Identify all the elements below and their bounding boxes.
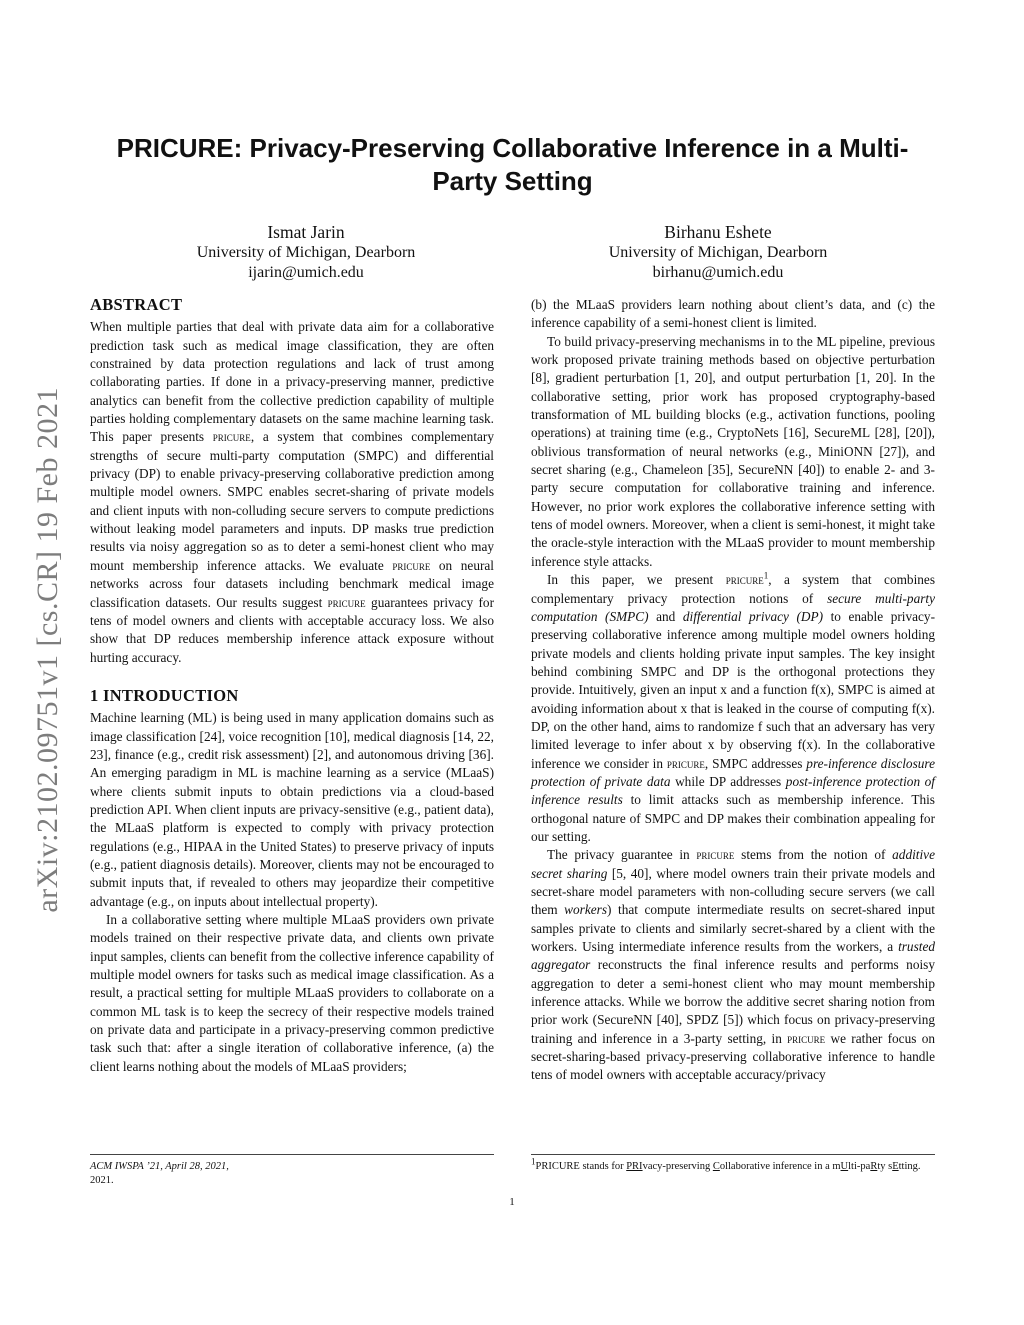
- venue-year: 2021.: [90, 1175, 114, 1186]
- system-name: pricure: [327, 594, 366, 610]
- arxiv-sidebar: [26, 350, 70, 950]
- author-email: ijarin@umich.edu: [248, 264, 364, 281]
- system-name: pricure: [666, 755, 705, 771]
- intro-paragraph-continued: (b) the MLaaS providers learn nothing about client’s data, and (c) the inference capability of a semi-honest client is limited.: [531, 297, 935, 331]
- abstract-body: When multiple parties that deal with private data aim for a collaborative prediction task such as medical image classification, they are often constrained by data protection regulations and lack of trust among collaborating parties. If done in a privacy-preserving manner, predictive analytics can benefit from the collective prediction capability of multiple parties holding complementary datasets on the same machine learning task. This paper presents pricure, a system that combines complementary strengths of secure multi-party computation (SMPC) and differential privacy (DP) to enable privacy-preserving collaborative prediction among multiple model owners. SMPC enables secret-sharing of private models and client inputs with non-colluding secure servers to compute predictions without leaking model parameters and inputs. DP masks true prediction results via noisy aggregation so as to deter a semi-honest client who may mount membership inference attacks. We evaluate pricure on neural networks across four datasets including benchmark medical image classification datasets. Our results suggest pricure guarantees privacy for tens of model owners and clients with acceptable accuracy loss. We also show that DP reduces membership inference attack exposure without hurting accuracy.: [90, 319, 495, 665]
- system-name: pricure: [725, 572, 764, 588]
- intro-paragraph-2: In a collaborative setting where multiple MLaaS providers own private models trained on their respective private data, and clients own private input samples, clients can benefit from the collective inference capability of multiple model owners for tasks such as medical image classification. As a result, a practical setting for multiple MLaaS providers to collaborate on a common ML task is to keep the secrecy of their respective models trained on private data and participate in a privacy-preserving common predictive task such that: after a single iteration of collaborative inference, (a) the client learns nothing about the models of MLaaS providers;: [90, 912, 494, 1074]
- author-email: birhanu@umich.edu: [652, 264, 784, 281]
- intro-paragraph-3: To build privacy-preserving mechanisms in to the ML pipeline, previous work proposed private training methods based on objective perturbation [8], gradient perturbation [1, 20], and output perturbation [1, 20]. In the collaborative setting, prior work has proposed cryptography-based transformation of ML building blocks (e.g., activation functions, pooling operations) at training time (e.g., CryptoNets [16], SecureML [28], [20]), oblivious transformation of neural networks (e.g., MiniONN [27]), and secret sharing (e.g., Chameleon [35], SecureNN [40]) to enable 2- and 3-party secure computation for collaborative training and inference. However, no prior work explores the collaborative inference setting with tens of model owners. Moreover, when a client is semi-honest, it might take the oracle-style interaction with the MLaaS provider to mount membership inference style attacks.: [531, 333, 935, 569]
- system-name: pricure: [212, 429, 251, 445]
- intro-paragraph-5: The privacy guarantee in pricure stems from the notion of additive secret sharing [5, 40], where model owners train their private models and secret-share model parameters with non-colluding secure servers (we call them workers) that compute intermediate results on secret-shared input samples private to clients and similarly secret-shared by a client with the workers. Using intermediate inference results from the workers, a trusted aggregator reconstructs the final inference results and performs noisy aggregation to deter a semi-honest client who may mount membership inference attacks. While we borrow the additive secret sharing notion from prior work (SecureNN [40], SPDZ [5]) which focus on privacy-preserving training and inference in a 3-party setting, in pricure we rather focus on secret-sharing-based privacy-preserving collaborative inference to handle tens of model owners with acceptable accuracy/privacy: [531, 847, 935, 1083]
- author-affiliation: University of Michigan, Dearborn: [608, 244, 828, 261]
- acronym-footnote: $^1$PRICURE stands for PRIvacy-preserving Collaborative inference in a mUlti-paRty sEtting.: [531, 1154, 935, 1174]
- page-number: 1: [509, 1196, 515, 1208]
- intro-paragraph-4: In this paper, we present pricure$^1$, a system that combines complementary privacy protection notions of secure multi-party computation (SMPC) and differential privacy (DP) to enable privacy-preserving collaborative inference among multiple model owners holding private models and clients holding private input samples. The key insight behind combining SMPC and DP is the orthogonal protections they provide. Intuitively, given an input x and a function f(x), SMPC is aimed at avoiding information about x that is leaked in the course of computing f(x). DP, on the other hand, aims to randomize f such that an adversary has very limited leverage to infer about x by observing f(x). In the collaborative inference we consider in pricure, SMPC addresses pre-inference disclosure protection of private data while DP addresses post-inference protection of inference results to limit attacks such as membership inference. This orthogonal nature of SMPC and DP makes their combination appealing for our setting.: [531, 570, 936, 844]
- system-name: pricure: [392, 557, 431, 573]
- venue-line: ACM IWSPA ’21, April 28, 2021,: [90, 1161, 229, 1172]
- author-block-2: [548, 222, 888, 283]
- author-name: Ismat Jarin: [267, 222, 345, 242]
- abstract-heading: ABSTRACT: [90, 295, 183, 314]
- system-name: pricure: [787, 1030, 826, 1046]
- author-name: Birhanu Eshete: [664, 222, 772, 242]
- right-column: [531, 296, 935, 1085]
- arxiv-identifier: arXiv:2102.09751v1 [cs.CR] 19 Feb 2021: [31, 387, 64, 913]
- intro-paragraph-1: Machine learning (ML) is being used in many application domains such as image classification [24], voice recognition [10], medical diagnosis [14, 22, 23], finance (e.g., credit risk assessment) [2], and autonomous driving [36]. An emerging paradigm in ML is machine learning as a service (MLaaS) where clients submit inputs to obtain predictions via a cloud-based prediction API. When client inputs are privacy-sensitive (e.g., patient data), the MLaaS platform is expected to comply with privacy protection regulations (e.g., HIPAA in the United States) to preserve privacy of inputs (e.g., patient diagnosis details). Moreover, clients may not be encouraged to submit inputs that, if revealed to others may jeopardize their competitive advantage (e.g., on inputs about intellectual property).: [90, 710, 494, 909]
- system-name: pricure: [696, 847, 735, 863]
- venue-footnote: [90, 1154, 494, 1188]
- introduction-heading: 1 INTRODUCTION: [90, 685, 239, 705]
- left-column: [90, 296, 494, 1076]
- footnote-marker: 1: [763, 570, 769, 581]
- footnote-number: 1: [531, 1156, 536, 1167]
- paper-title: PRICURE: Privacy-Preserving Collaborative Inference in a Multi-Party Setting: [116, 133, 909, 196]
- author-affiliation: University of Michigan, Dearborn: [196, 244, 416, 261]
- author-block-1: [136, 222, 476, 283]
